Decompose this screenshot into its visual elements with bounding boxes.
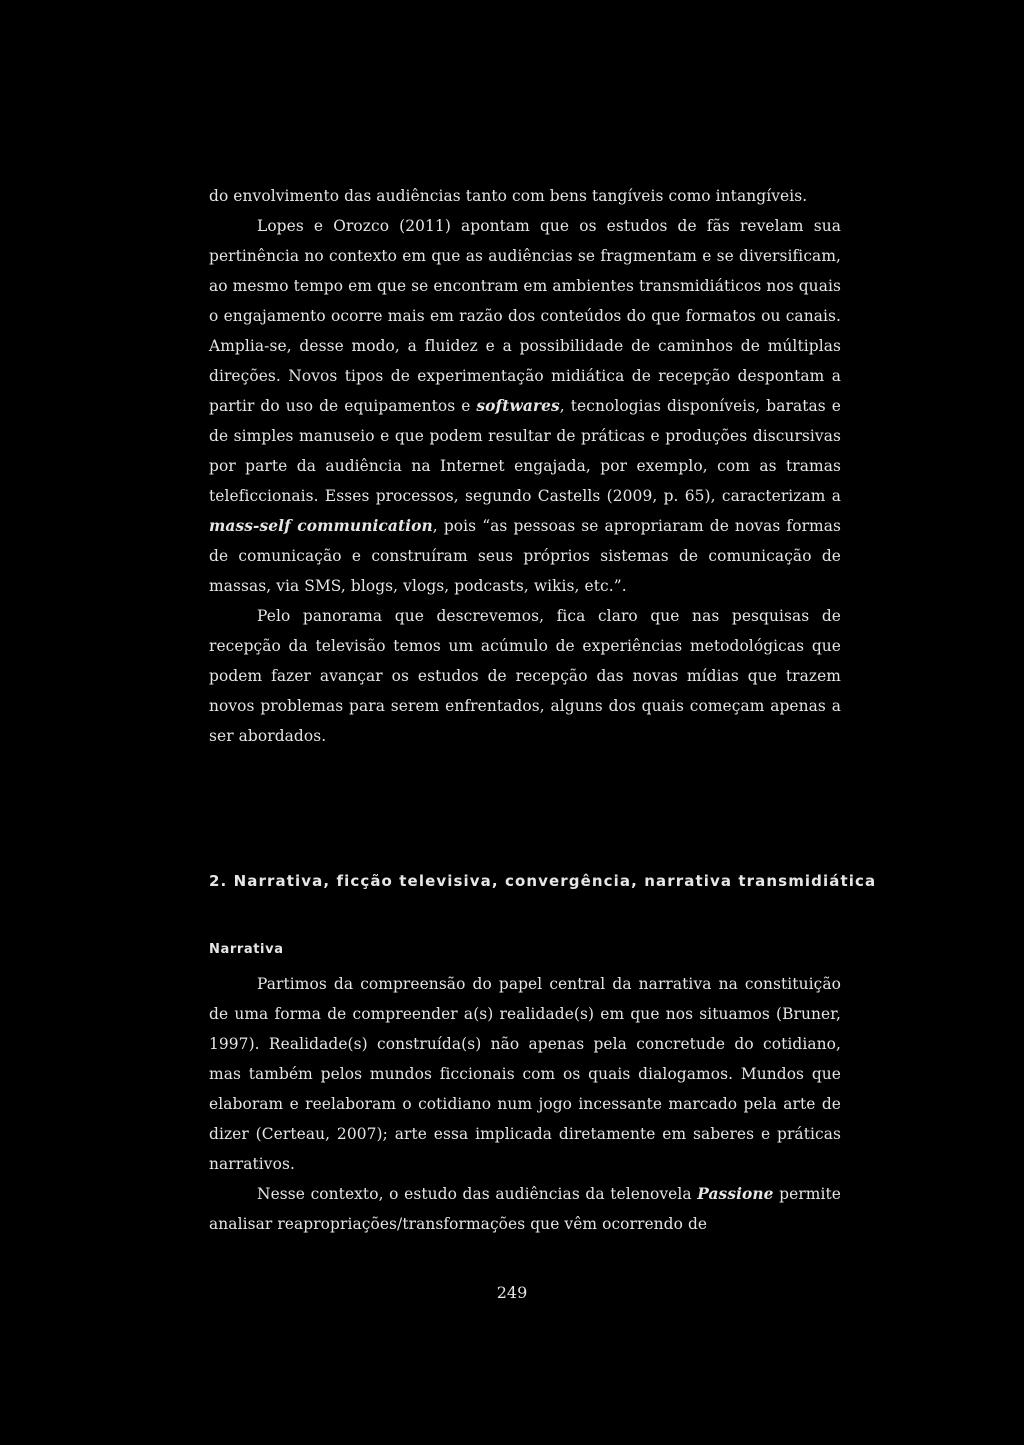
text-run: , pois “as pessoas se apropriaram de novas formas de comunicação e construíram seus próprios sistemas de comunicação de massas, via SMS, blogs, vlogs, podcasts, wikis, etc.”. bbox=[209, 517, 841, 595]
emphasized-term: softwares bbox=[476, 397, 560, 415]
paragraph-p4 bbox=[209, 1179, 841, 1239]
page-number: 249 bbox=[496, 1283, 528, 1302]
text-run: , tecnologias disponíveis, baratas e de simples manuseio e que podem resultar de práticas e produções discursivas por parte da audiência na Internet engajada, por exemplo, com as tramas teleficcionais. Esses processos, segundo Castells (2009, p. 65), caracterizam a bbox=[209, 397, 841, 505]
paragraph-p3 bbox=[209, 969, 841, 1179]
text-run: do envolvimento das audiências tanto com bens tangíveis como intangíveis. bbox=[209, 187, 808, 205]
text-run: Lopes e Orozco (2011) apontam que os estudos de fãs revelam sua pertinência no contexto em que as audiências se fragmentam e se diversificam, ao mesmo tempo em que se encontram em ambientes transmidiáticos nos quais o engajamento ocorre mais em razão dos conteúdos do que formatos ou canais. Amplia-se, desse modo, a fluidez e a possibilidade de caminhos de múltiplas direções. Novos tipos de experimentação midiática de recepção despontam a partir do uso de equipamentos e bbox=[209, 217, 841, 415]
paragraph-p0 bbox=[209, 181, 841, 211]
body-text-bottom bbox=[209, 969, 841, 1239]
text-run: Pelo panorama que descrevemos, fica claro que nas pesquisas de recepção da televisão temos um acúmulo de experiências metodológicas que podem fazer avançar os estudos de recepção das novas mídias que trazem novos problemas para serem enfrentados, alguns dos quais começam apenas a ser abordados. bbox=[209, 607, 841, 745]
paragraph-p2 bbox=[209, 601, 841, 751]
emphasized-term: Passione bbox=[697, 1185, 774, 1203]
text-run: permite analisar reapropriações/transformações que vêm ocorrendo de bbox=[209, 1185, 841, 1233]
section-heading: 2. Narrativa, ficção televisiva, convergência, narrativa transmidiática bbox=[209, 872, 877, 890]
paragraph-p1 bbox=[209, 211, 841, 601]
text-run: Partimos da compreensão do papel central da narrativa na constituição de uma forma de compreender a(s) realidade(s) em que nos situamos (Bruner, 1997). Realidade(s) construída(s) não apenas pela concretude do cotidiano, mas também pelos mundos ficcionais com os quais dialogamos. Mundos que elaboram e reelaboram o cotidiano num jogo incessante marcado pela arte de dizer (Certeau, 2007); arte essa implicada diretamente em saberes e práticas narrativos. bbox=[209, 975, 841, 1173]
text-run: Nesse contexto, o estudo das audiências da telenovela bbox=[257, 1185, 698, 1203]
subheading: Narrativa bbox=[209, 942, 284, 957]
emphasized-term: mass-self communication bbox=[209, 517, 433, 535]
body-text-top bbox=[209, 181, 841, 751]
